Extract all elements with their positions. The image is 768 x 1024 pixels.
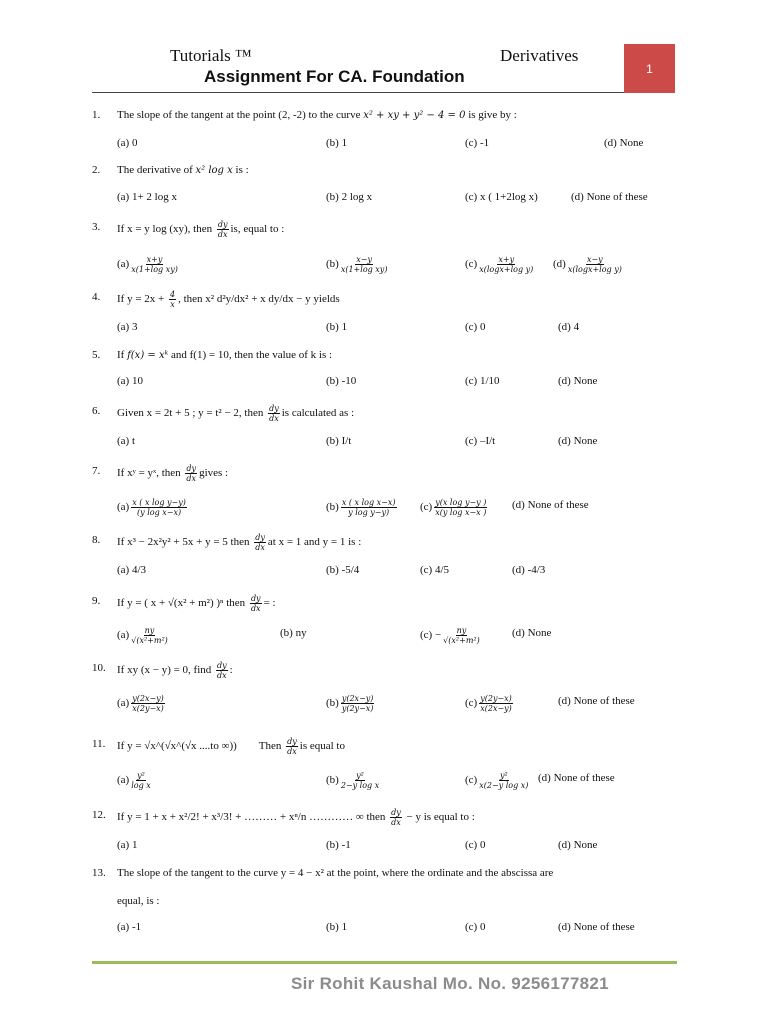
numerator: x+y <box>498 255 515 264</box>
answer-option-d[interactable] <box>558 838 597 852</box>
numerator: y² <box>499 771 508 780</box>
option-label: (d) None of these <box>512 499 589 511</box>
answer-option-d[interactable] <box>604 136 643 150</box>
option-label: (b) <box>326 501 339 514</box>
denominator: x(y log x−x ) <box>435 508 487 517</box>
answer-option-a[interactable] <box>117 374 143 388</box>
denominator: x(2−y log x) <box>479 781 529 790</box>
question-stem <box>117 661 233 680</box>
stem-text: If y = 2x + <box>117 293 167 306</box>
stem-text: is : <box>232 164 249 176</box>
stem-text: If x = y log (xy), then <box>117 223 215 236</box>
question-number: 7. <box>92 465 101 477</box>
question-stem <box>117 808 475 827</box>
question-stem <box>117 163 249 178</box>
denominator: y log y−y) <box>348 508 390 517</box>
option-label: (d) None <box>558 435 598 447</box>
numerator: y(2x−y) <box>341 694 374 703</box>
option-label: (a) 10 <box>117 375 143 387</box>
option-label: (d) <box>553 258 566 271</box>
option-label: (d) 4 <box>558 321 580 333</box>
option-label: (c) 0 <box>465 921 486 933</box>
denominator: x(logx+log y) <box>567 265 622 274</box>
answer-option-a[interactable] <box>117 434 135 448</box>
stem-text: is calculated as : <box>281 407 355 420</box>
denominator: x(2x−y) <box>480 704 512 713</box>
option-label: (a) 0 <box>117 137 138 149</box>
stem-then: Then <box>258 740 285 753</box>
option-label: (b) <box>326 697 339 710</box>
answer-option-c[interactable] <box>465 434 495 448</box>
math-expression: x² + xy + y² − 4 = 0 <box>363 110 466 121</box>
answer-option-b[interactable] <box>326 563 359 577</box>
option-label: (b) -10 <box>326 375 357 387</box>
denominator: x(logx+log y) <box>479 265 534 274</box>
option-label: (d) None of these <box>571 191 648 203</box>
numerator: dy <box>217 220 228 229</box>
stem-text: If xy (x − y) = 0, find <box>117 664 215 677</box>
answer-option-c[interactable] <box>465 320 485 334</box>
question-number: 4. <box>92 291 101 303</box>
option-label: (a) 1 <box>117 839 138 851</box>
option-label: (d) None of these <box>558 921 635 933</box>
fraction <box>268 404 280 423</box>
denominator: (y log x−x) <box>137 508 182 517</box>
option-label: (c) 0 <box>465 321 486 333</box>
fraction <box>479 694 513 713</box>
answer-option-b[interactable] <box>326 771 381 790</box>
answer-option-a[interactable] <box>117 771 153 790</box>
stem-text: If y = ( x + √(x² + m²) )ⁿ then <box>117 597 248 610</box>
option-label: (a) 3 <box>117 321 138 333</box>
numerator: dy <box>250 594 261 603</box>
question-number: 10. <box>92 662 106 674</box>
fraction <box>479 771 528 790</box>
answer-option-c[interactable] <box>465 838 485 852</box>
option-label: (c) <box>420 501 433 514</box>
answer-option-d[interactable] <box>512 626 551 640</box>
answer-option-a[interactable] <box>117 694 167 713</box>
denominator: dx <box>269 414 279 423</box>
question-stem <box>117 404 354 423</box>
denominator: √(x²+m²) <box>131 636 168 645</box>
answer-option-b[interactable] <box>326 694 376 713</box>
page-number-badge: 1 <box>624 44 675 93</box>
option-label: (b) ny <box>280 627 307 639</box>
math-expression: x² log x <box>195 165 233 176</box>
option-label: (c) 1/10 <box>465 375 500 387</box>
question-stem <box>117 594 276 613</box>
stem-text: If <box>117 349 128 361</box>
stem-text: is give by : <box>465 109 517 121</box>
stem-text: The derivative of <box>117 164 196 176</box>
stem-text: If x³ − 2x²y² + 5x + y = 5 then <box>117 536 253 549</box>
stem-text: If y = 1 + x + x²/2! + x³/3! + ……… + xⁿ/n ………… ∞ then <box>117 811 389 824</box>
fraction <box>216 661 228 680</box>
numerator: x ( x log x−x) <box>341 498 396 507</box>
fraction <box>568 255 622 274</box>
denominator: dx <box>217 671 227 680</box>
option-label: (d) -4/3 <box>512 564 546 576</box>
option-label: (d) None of these <box>538 772 615 784</box>
answer-option-b[interactable] <box>326 434 351 448</box>
option-label: (c) 0 <box>465 839 486 851</box>
question-stem <box>117 290 340 309</box>
option-label: (b) -1 <box>326 839 351 851</box>
question-stem <box>117 533 361 552</box>
answer-option-c[interactable] <box>465 374 500 388</box>
numerator: dy <box>391 808 401 817</box>
option-label: (a) 1+ 2 log x <box>117 191 177 203</box>
answer-option-c[interactable] <box>465 136 489 150</box>
option-label: (b) 1 <box>326 137 348 149</box>
option-label: (c) <box>465 774 478 787</box>
numerator: y² <box>137 771 145 780</box>
option-label: (d) None <box>558 375 598 387</box>
answer-option-c[interactable] <box>465 255 535 274</box>
numerator: y(2y−x) <box>480 694 512 703</box>
answer-option-d[interactable] <box>512 563 545 577</box>
option-label: (a) <box>117 697 130 710</box>
question-number: 6. <box>92 405 101 417</box>
answer-option-d[interactable] <box>553 255 624 274</box>
question-number: 9. <box>92 595 101 607</box>
denominator: x(2y−x) <box>132 704 164 713</box>
denominator: √(x²+m²) <box>443 636 480 645</box>
stem-text: is, equal to : <box>230 223 285 236</box>
answer-option-c[interactable] <box>465 920 485 934</box>
question-number: 12. <box>92 809 106 821</box>
denominator: y(2y−x) <box>341 704 374 713</box>
answer-option-d[interactable] <box>538 771 615 785</box>
answer-option-b[interactable] <box>326 190 372 204</box>
question-stem <box>117 348 332 363</box>
stem-text: Given x = 2t + 5 ; y = t² − 2, then <box>117 407 267 420</box>
fraction <box>131 694 165 713</box>
numerator: ny <box>456 626 467 635</box>
answer-option-b[interactable] <box>326 136 347 150</box>
option-label: (d) None <box>558 839 598 851</box>
option-label: (a) -1 <box>117 921 142 933</box>
option-label: (b) -5/4 <box>326 564 360 576</box>
fraction <box>341 498 397 517</box>
stem-text: − y is equal to : <box>403 811 475 824</box>
option-label: (b) <box>326 258 339 271</box>
footer-contact: Sir Rohit Kaushal Mo. No. 9256177821 <box>291 974 609 993</box>
stem-text: If xʸ = yˣ, then <box>117 467 184 480</box>
question-number: 13. <box>92 867 106 879</box>
stem-text: , then x² d²y/dx² + x dy/dx − y yields <box>178 293 340 306</box>
answer-option-c[interactable] <box>465 694 515 713</box>
question-number: 8. <box>92 534 101 546</box>
numerator: dy <box>287 737 297 746</box>
fraction <box>254 533 266 552</box>
header-left: Tutorials ™ <box>170 46 252 65</box>
fraction <box>479 255 533 274</box>
option-label: (b) 1 <box>326 321 348 333</box>
numerator: x−y <box>586 255 603 264</box>
option-label: (c) –I/t <box>465 435 496 447</box>
question-stem <box>117 866 553 880</box>
answer-option-a[interactable] <box>117 626 170 645</box>
numerator: 4 <box>169 290 176 299</box>
stem-text: = : <box>263 597 276 610</box>
fraction <box>390 808 402 827</box>
answer-option-d[interactable] <box>558 694 635 708</box>
question-number: 5. <box>92 349 101 361</box>
answer-option-d[interactable] <box>558 920 635 934</box>
question-stem <box>117 464 228 483</box>
fraction <box>434 498 487 517</box>
answer-option-b[interactable] <box>326 920 347 934</box>
numerator: dy <box>269 404 279 413</box>
option-label: (b) I/t <box>326 435 352 447</box>
answer-option-a[interactable] <box>117 255 180 274</box>
option-label: (a) t <box>117 435 136 447</box>
option-label: (a) <box>117 774 130 787</box>
numerator: dy <box>217 661 227 670</box>
option-label: (c) -1 <box>465 137 490 149</box>
stem-text: at x = 1 and y = 1 is : <box>267 536 362 549</box>
denominator: dx <box>391 818 401 827</box>
option-label: (b) 1 <box>326 921 348 933</box>
fraction <box>341 255 388 274</box>
answer-option-b[interactable] <box>326 320 347 334</box>
answer-option-c[interactable] <box>465 190 538 204</box>
fraction <box>341 694 375 713</box>
fraction <box>169 290 176 309</box>
denominator: dx <box>255 543 265 552</box>
answer-option-a[interactable] <box>117 498 189 517</box>
option-label: (c) 4/5 <box>420 564 450 576</box>
option-label: (d) None <box>512 627 552 639</box>
answer-option-a[interactable] <box>117 320 137 334</box>
option-label: (a) <box>117 629 130 642</box>
answer-option-a[interactable] <box>117 563 146 577</box>
numerator: y(x log y−y ) <box>435 498 487 507</box>
answer-option-b[interactable] <box>326 255 389 274</box>
option-label: (a) <box>117 258 130 271</box>
answer-option-d[interactable] <box>558 374 597 388</box>
answer-option-c[interactable] <box>420 626 482 645</box>
denominator: x(1+log xy) <box>340 265 388 274</box>
option-label: (b) <box>326 774 339 787</box>
option-label: (c) <box>465 697 478 710</box>
answer-option-d[interactable] <box>571 190 648 204</box>
numerator: x ( x log y−y) <box>132 498 186 507</box>
denominator: dx <box>250 604 261 613</box>
answer-option-b[interactable] <box>326 374 356 388</box>
stem-text: The slope of the tangent to the curve y = 4 − x² at the point, where the ordinate and the abscissa are <box>117 867 554 879</box>
numerator: y(2x−y) <box>132 694 164 703</box>
option-label: (c) x ( 1+2log x) <box>465 191 538 203</box>
fraction <box>131 498 187 517</box>
header-right: Derivatives <box>500 46 579 65</box>
answer-option-a[interactable] <box>117 920 141 934</box>
header-rule <box>92 92 675 93</box>
answer-option-b[interactable] <box>280 626 307 640</box>
option-label: (d) None <box>604 137 644 149</box>
fraction <box>341 771 379 790</box>
option-label: (a) 4/3 <box>117 564 147 576</box>
fraction <box>131 771 151 790</box>
answer-option-c[interactable] <box>420 563 449 577</box>
fraction <box>443 626 480 645</box>
option-label: (b) 2 log x <box>326 191 373 203</box>
numerator: x+y <box>146 255 163 264</box>
denominator: x <box>170 300 175 309</box>
option-label: (c) <box>465 258 478 271</box>
question-number: 3. <box>92 221 101 233</box>
numerator: y² <box>356 771 364 780</box>
stem-text: The slope of the tangent at the point (2, -2) to the curve <box>117 109 364 121</box>
answer-option-a[interactable] <box>117 190 177 204</box>
denominator: dx <box>217 230 228 239</box>
denominator: dx <box>287 747 297 756</box>
stem-text: and f(1) = 10, then the value of k is : <box>168 349 333 361</box>
question-number: 11. <box>92 738 106 750</box>
denominator: x(1+log xy) <box>131 265 178 274</box>
fraction <box>131 255 178 274</box>
stem-text: gives : <box>199 467 229 480</box>
fraction <box>250 594 262 613</box>
answer-option-b[interactable] <box>326 498 399 517</box>
answer-option-a[interactable] <box>117 838 137 852</box>
answer-option-b[interactable] <box>326 838 351 852</box>
denominator: log x <box>131 781 151 790</box>
answer-option-d[interactable] <box>558 320 579 334</box>
numerator: dy <box>186 464 197 473</box>
question-number: 1. <box>92 109 101 121</box>
option-label: (c) − <box>420 629 442 642</box>
answer-option-c[interactable] <box>465 771 530 790</box>
answer-option-d[interactable] <box>558 434 597 448</box>
numerator: ny <box>144 626 155 635</box>
option-label: (a) <box>117 501 130 514</box>
footer-rule <box>92 961 677 964</box>
stem-text: If y = √x^(√x^(√x ....to ∞)) <box>117 740 237 753</box>
math-expression: f(x) = xᵏ <box>127 350 169 361</box>
page-title: Assignment For CA. Foundation <box>204 67 465 86</box>
answer-option-a[interactable] <box>117 136 137 150</box>
fraction <box>131 626 168 645</box>
fraction <box>217 220 229 239</box>
fraction <box>286 737 298 756</box>
denominator: 2−y log x <box>340 781 380 790</box>
answer-option-c[interactable] <box>420 498 489 517</box>
denominator: dx <box>186 474 197 483</box>
fraction <box>185 464 197 483</box>
answer-option-d[interactable] <box>512 498 589 512</box>
question-stem <box>117 108 517 123</box>
stem-text: is equal to <box>299 740 345 753</box>
numerator: dy <box>255 533 265 542</box>
numerator: x−y <box>356 255 372 264</box>
question-stem-cont: equal, is : <box>117 895 160 907</box>
question-stem <box>117 737 345 756</box>
question-stem <box>117 220 284 239</box>
question-number: 2. <box>92 164 101 176</box>
stem-text: : <box>229 664 233 677</box>
option-label: (d) None of these <box>558 695 635 707</box>
